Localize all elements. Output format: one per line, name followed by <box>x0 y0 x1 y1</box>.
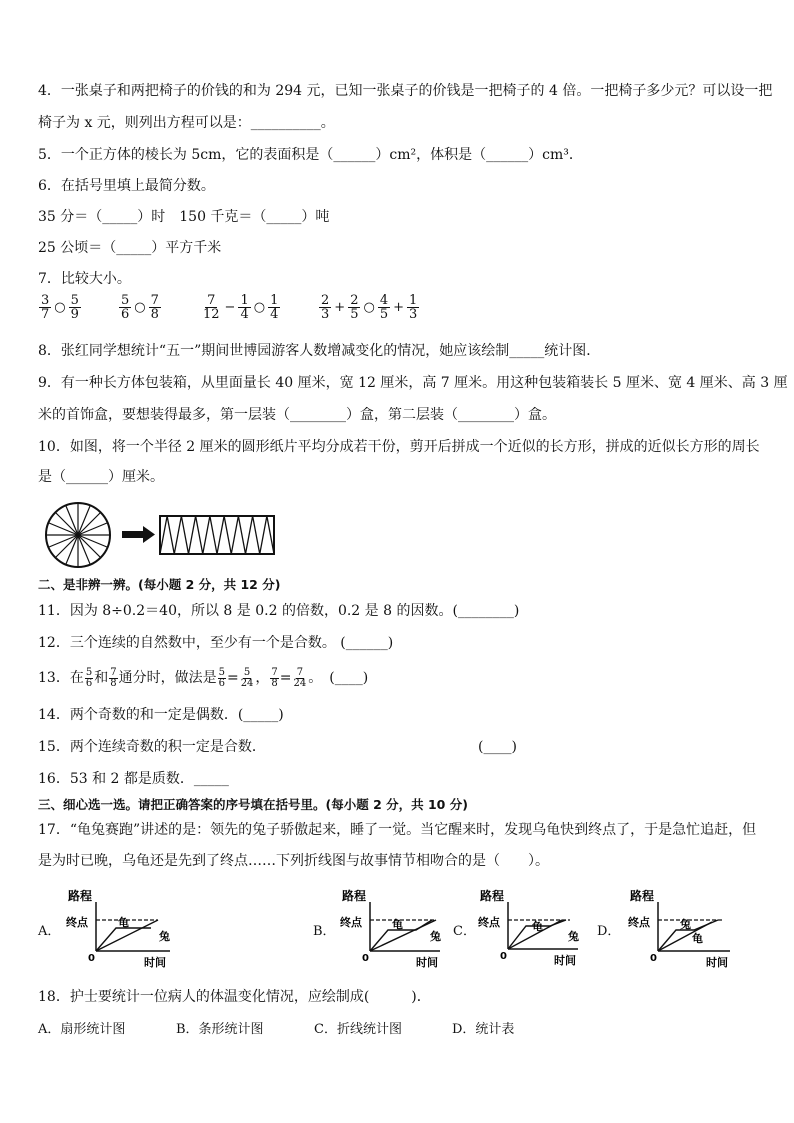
q17-graph-c <box>474 886 584 968</box>
svg-text:路程: 路程 <box>630 889 655 903</box>
q13-text: 13．在 5 6 和 7 8 通分时，做法是 $\frac{5}{6}$ = $\frac{5}{24}$ ， $\frac{7}{8}$ = $\frac{7}{24}$ 。 (____) <box>38 666 369 689</box>
svg-text:0: 0 <box>500 951 507 962</box>
svg-text:兔: 兔 <box>680 918 691 931</box>
q7-title: 7．比较大小。 <box>38 271 131 287</box>
q17-line1: 17．“龟兔赛跑”讲述的是：领先的兔子骄傲起来，睡了一觉。当它醒来时，发现乌龟快到终点了，于是急忙追赶，但 <box>38 822 757 838</box>
arrow-icon <box>122 526 155 543</box>
q16-text: 16．53 和 2 都是质数．_____ <box>38 771 229 787</box>
q10-line2: 是（______）厘米。 <box>38 469 164 485</box>
svg-text:时间: 时间 <box>416 956 438 969</box>
q17-option-b[interactable]: B． <box>313 924 336 939</box>
svg-text:龟: 龟 <box>532 920 543 933</box>
svg-text:时间: 时间 <box>144 956 166 969</box>
q18-text: 18．护士要统计一位病人的体温变化情况，应绘制成( )． <box>38 989 431 1005</box>
fraction: $\frac{7}{8}$ <box>271 666 278 689</box>
q18-option-b[interactable]: B．条形统计图 <box>176 1022 264 1037</box>
fraction: $\frac{5}{9}$ <box>70 293 79 322</box>
q14-text: 14．两个奇数的和一定是偶数．(_____) <box>38 707 284 723</box>
q17-graph-b <box>336 888 446 970</box>
circle-sector-line <box>78 512 101 535</box>
q4-line2: 椅子为 x 元，则列出方程可以是：__________。 <box>38 115 335 131</box>
fraction: $\frac{4}{5}$ <box>379 293 389 322</box>
q6-line1: 35 分＝（_____）时 150 千克＝（_____）吨 <box>38 209 330 225</box>
svg-text:0: 0 <box>88 953 95 964</box>
svg-text:时间: 时间 <box>554 954 576 967</box>
svg-text:终点: 终点 <box>340 916 362 929</box>
fraction: $\frac{1}{4}$ <box>270 293 279 322</box>
svg-text:0: 0 <box>362 953 369 964</box>
svg-text:时间: 时间 <box>706 956 728 969</box>
circle-sector-line <box>55 535 78 558</box>
fraction: $\frac{5}{6}$ <box>218 666 225 689</box>
q17-graph-d <box>622 888 738 970</box>
circle-to-rectangle-figure <box>42 500 282 572</box>
q12-text: 12．三个连续的自然数中，至少有一个是合数。 (______) <box>38 635 394 651</box>
fraction: $\frac{2}{3}$ <box>321 293 330 322</box>
q6-line2: 25 公顷＝（_____）平方千米 <box>38 240 222 256</box>
q7-compare-1: $\frac{3}{7}$ ○ $\frac{5}{9}$ <box>41 293 79 322</box>
svg-text:终点: 终点 <box>478 916 500 929</box>
q5-text: 5．一个正方体的棱长为 5cm，它的表面积是（______）cm²，体积是（______）cm³． <box>38 147 583 163</box>
fraction: $\frac{1}{4}$ <box>240 293 249 322</box>
section2-title: 二、是非辨一辨。(每小题 2 分，共 12 分) <box>38 577 281 592</box>
fraction: $\frac{7}{12}$ <box>203 293 220 322</box>
q15-blank: (____) <box>478 739 517 755</box>
section3-title: 三、细心选一选。请把正确答案的序号填在括号里。(每小题 2 分，共 10 分) <box>38 797 468 812</box>
q17-option-d[interactable]: D． <box>597 924 621 939</box>
svg-text:兔: 兔 <box>430 930 441 943</box>
fraction: $\frac{7}{24}$ <box>293 666 307 689</box>
fraction: $\frac{5}{24}$ <box>240 666 254 689</box>
svg-text:龟: 龟 <box>392 918 403 931</box>
q7-compare-2: $\frac{5}{6}$ ○ $\frac{7}{8}$ <box>121 293 159 322</box>
svg-text:0: 0 <box>650 953 657 964</box>
q18-option-d[interactable]: D．统计表 <box>452 1022 515 1037</box>
svg-text:路程: 路程 <box>480 889 505 903</box>
q7-compare-3: $\frac{7}{12}$ − $\frac{1}{4}$ ○ $\frac{1}{4}$ <box>203 293 279 322</box>
fraction: $\frac{3}{7}$ <box>41 293 50 322</box>
q17-graph-a <box>66 888 176 970</box>
q4-line1: 4．一张桌子和两把椅子的价钱的和为 294 元，已知一张桌子的价钱是一把椅子的 4 倍。一把椅子多少元？可以设一把 <box>38 83 773 99</box>
divided-circle <box>46 503 110 567</box>
q17-line2: 是为时已晚，乌龟还是先到了终点……下列折线图与故事情节相吻合的是（ ）。 <box>38 853 549 869</box>
approximate-rectangle <box>160 516 274 554</box>
svg-text:终点: 终点 <box>66 916 88 929</box>
q17-option-a[interactable]: A． <box>38 924 61 939</box>
fraction: $\frac{1}{3}$ <box>409 293 418 322</box>
fraction: $\frac{2}{5}$ <box>350 293 359 322</box>
q18-option-c[interactable]: C．折线统计图 <box>314 1022 402 1037</box>
svg-text:兔: 兔 <box>159 930 170 943</box>
fraction: 7 8 <box>110 666 117 689</box>
svg-text:路程: 路程 <box>68 889 93 903</box>
fraction: 5 6 <box>85 666 93 689</box>
svg-text:路程: 路程 <box>342 889 367 903</box>
q15-text: 15．两个连续奇数的积一定是合数． <box>38 739 266 755</box>
q18-option-a[interactable]: A．扇形统计图 <box>38 1022 126 1037</box>
fraction: $\frac{7}{8}$ <box>150 293 159 322</box>
svg-text:龟: 龟 <box>692 932 703 945</box>
q7-compare-4: $\frac{2}{3}$ + $\frac{2}{5}$ ○ $\frac{4}{5}$ + $\frac{1}{3}$ <box>321 293 418 322</box>
q17-option-c[interactable]: C． <box>453 924 476 939</box>
circle-sector-line <box>78 535 101 558</box>
q9-line2: 米的首饰盒，要想装得最多，第一层装（________）盒，第二层装（________）盒。 <box>38 407 556 423</box>
svg-text:龟: 龟 <box>118 916 129 929</box>
fraction: $\frac{5}{6}$ <box>121 293 130 322</box>
circle-sector-line <box>55 512 78 535</box>
q9-line1: 9．有一种长方体包装箱，从里面量长 40 厘米，宽 12 厘米，高 7 厘米。用这种包装箱装长 5 厘米、宽 4 厘米、高 3 厘 <box>38 375 788 391</box>
svg-text:兔: 兔 <box>568 930 579 943</box>
svg-text:终点: 终点 <box>628 916 650 929</box>
q6-title: 6．在括号里填上最简分数。 <box>38 178 215 194</box>
q11-text: 11．因为 8÷0.2＝40，所以 8 是 0.2 的倍数，0.2 是 8 的因数。(________) <box>38 603 520 619</box>
q8-text: 8．张红同学想统计“五一”期间世博园游客人数增减变化的情况，她应该绘制_____统计图． <box>38 343 601 359</box>
q10-line1: 10．如图，将一个半径 2 厘米的圆形纸片平均分成若干份，剪开后拼成一个近似的长方形，拼成的近似长方形的周长 <box>38 439 760 455</box>
